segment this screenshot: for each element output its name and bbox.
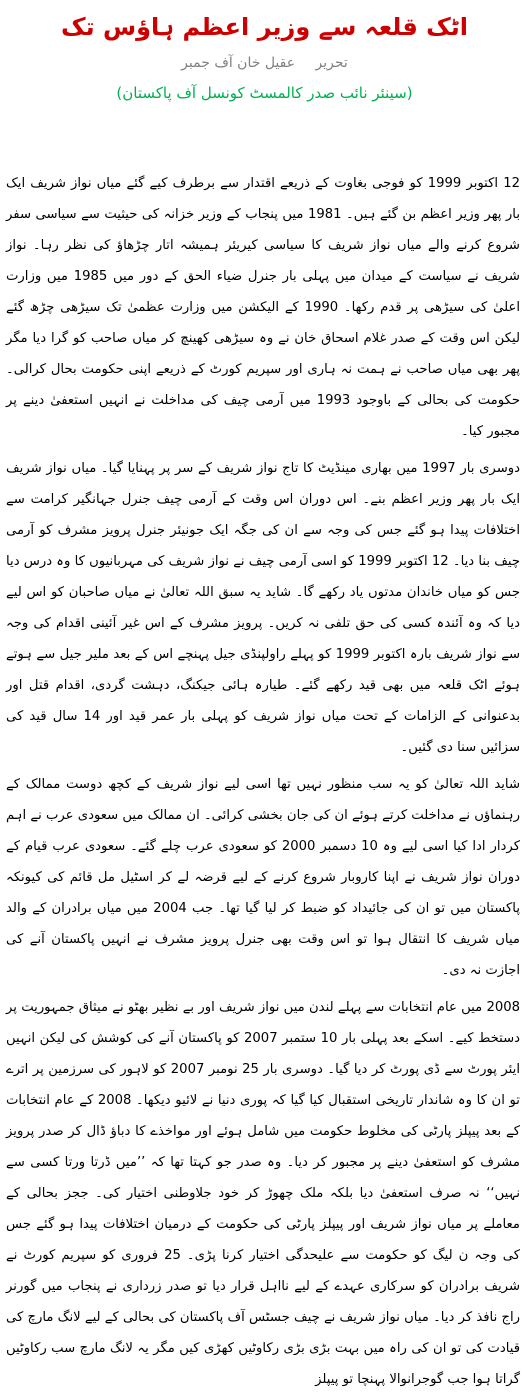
paragraph: 12 اکتوبر 1999 کو فوجی بغاوت کے ذریعے اقتدار سے برطرف کیے گئے میاں نواز شریف ایک بار پھر وزیر اعظم بن گئے ہیں۔ 1981 میں پنجاب کے وزیر خزانہ کی حیثیت سے سیاسی سفر شروع کرنے والے میاں نواز شریف کا سیاسی کیریئر ہمیشہ اتار چڑھاؤ کی نظر رہا۔ نواز شریف نے سیاست کے میدان میں پہلی بار جنرل ضیاء الحق کے دور میں 1985 میں وزارت اعلیٰ کی سیڑھی پر قدم رکھا۔ 1990 کے الیکشن میں وزارت عظمیٰ تک سیڑھی چڑھ گئے لیکن اس وقت کے صدر غلام اسحاق خان نے وہ سیڑھی کھینچ کر میاں صاحب کو گرا دیا مگر پھر بھی میاں صاحب نے ہمت نہ ہاری اور سپریم کورٹ کے ذریعے اپنی حکومت بحال کرالی۔ حکومت کی بحالی کے باوجود 1993 میں آرمی چیف کی مداخلت نے انہیں استعفیٰ دینے پر مجبور کیا۔ [6, 176, 520, 439]
article-header [0, 10, 529, 104]
author-name: عقیل خان آف جمبر [181, 55, 296, 71]
byline [0, 52, 529, 74]
paragraph: شاید اللہ تعالیٰ کو یہ سب منظور نہیں تھا اسی لیے نواز شریف کے کچھ دوست ممالک کے رہنماؤں نے مداخلت کرتے ہوئے ان کی جان بخشی کرائی۔ ان ممالک میں سعودی عرب نے اہم کردار ادا کیا اسی لیے وہ 10 دسمبر 2000 کو سعودی عرب چلے گئے۔ سعودی عرب قیام کے دوران نواز شریف نے اپنا کاروبار شروع کرنے کے لیے قرضہ لے کر اسٹیل مل قائم کی کیونکہ پاکستان میں تو ان کی جائیداد کو ضبط کر لیا گیا تھا۔ جب 2004 میں میاں برادران کے والد میاں شریف کا انتقال ہوا تو اس وقت بھی جنرل پرویز مشرف نے انہیں پاکستان آنے کی اجازت نہ دی۔ [6, 777, 520, 978]
author-designation: (سینئر نائب صدر کالمسٹ کونسل آف پاکستان) [116, 84, 413, 102]
article-title: اٹک قلعہ سے وزیر اعظم ہاؤس تک [61, 13, 468, 41]
article-body [6, 168, 520, 1395]
byline-label: تحریر [315, 55, 348, 71]
paragraph: 2008 میں عام انتخابات سے پہلے لندن میں نواز شریف اور بے نظیر بھٹو نے میثاق جمہوریت پر دستخط کیے۔ اسکے بعد پہلی بار 10 ستمبر 2007 کو پاکستان آنے کی کوشش کی لیکن انہیں ایئر پورٹ سے ڈی پورٹ کر دیا گیا۔ دوسری بار 25 نومبر 2007 کو لاہور کی سرزمین پر اترے تو ان کا وہ شاندار تاریخی استقبال کیا گیا کہ پوری دنیا نے لائیو دیکھا۔ 2008 کے عام انتخابات کے بعد پیپلز پارٹی کی مخلوط حکومت میں شامل ہوئے اور مواخذے کا دباؤ ڈال کر صدر پرویز مشرف کو استعفیٰ دینے پر مجبور کر دیا۔ وہ صدر جو کہتا تھا کہ ’’میں ڈرتا ورتا کسی سے نہیں‘‘ نہ صرف استعفیٰ دیا بلکہ ملک چھوڑ کر خود جلاوطنی اختیار کی۔ ججز بحالی کے معاملے پر میاں نواز شریف اور پیپلز پارٹی کی حکومت کے درمیان اختلافات پیدا ہو گئے جس کی وجہ ن لیگ کو حکومت سے علیحدگی اختیار کرنا پڑی۔ 25 فروری کو سپریم کورٹ نے شریف برادران کو سرکاری عہدے کے لیے نااہل قرار دیا تو صدر زرداری نے پنجاب میں گورنر راج نافذ کر دیا۔ میاں نواز شریف نے چیف جسٹس آف پاکستان کی بحالی کے لیے لانگ مارچ کی قیادت کی تو ان کی راہ میں بہت بڑی بڑی رکاوٹیں کھڑی کیں مگر یہ لانگ مارچ سب رکاوٹیں گراتا ہوا جب گوجرانوالا پہنچا تو پیپلز [6, 1000, 521, 1387]
paragraph: دوسری بار 1997 میں بھاری مینڈیٹ کا تاج نواز شریف کے سر پر پہنایا گیا۔ میاں نواز شریف ایک بار پھر وزیر اعظم بنے۔ اس دوران اس وقت کے آرمی چیف جنرل جہانگیر کرامت سے اختلافات پیدا ہو گئے جس کی وجہ سے ان کی جگہ ایک جونیئر جنرل پرویز مشرف کو آرمی چیف بنا دیا۔ 12 اکتوبر 1999 کو اسی آرمی چیف نے نواز شریف کی مہربانیوں کا وہ درس دیا جس کو میاں خاندان مدتوں یاد رکھے گا۔ شاید یہ سبق اللہ تعالیٰ نے میاں صاحبان کو اس لیے دیا کہ وہ آئندہ کسی کی حق تلفی نہ کریں۔ پرویز مشرف کے اس غیر آئینی اقدام کی وجہ سے نواز شریف بارہ اکتوبر 1999 کو پہلے راولپنڈی جیل پہنچے اس کے بعد ملیر جیل سے ہوتے ہوئے اٹک قلعہ میں بھی قید رکھے گئے۔ طیارہ ہائی جیکنگ، دہشت گردی، اقدام قتل اور بدعنوانی کے الزامات کے تحت میاں نواز شریف کو پہلی بار عمر قید اور 14 سال قید کی سزائیں سنا دی گئیں۔ [6, 461, 521, 755]
